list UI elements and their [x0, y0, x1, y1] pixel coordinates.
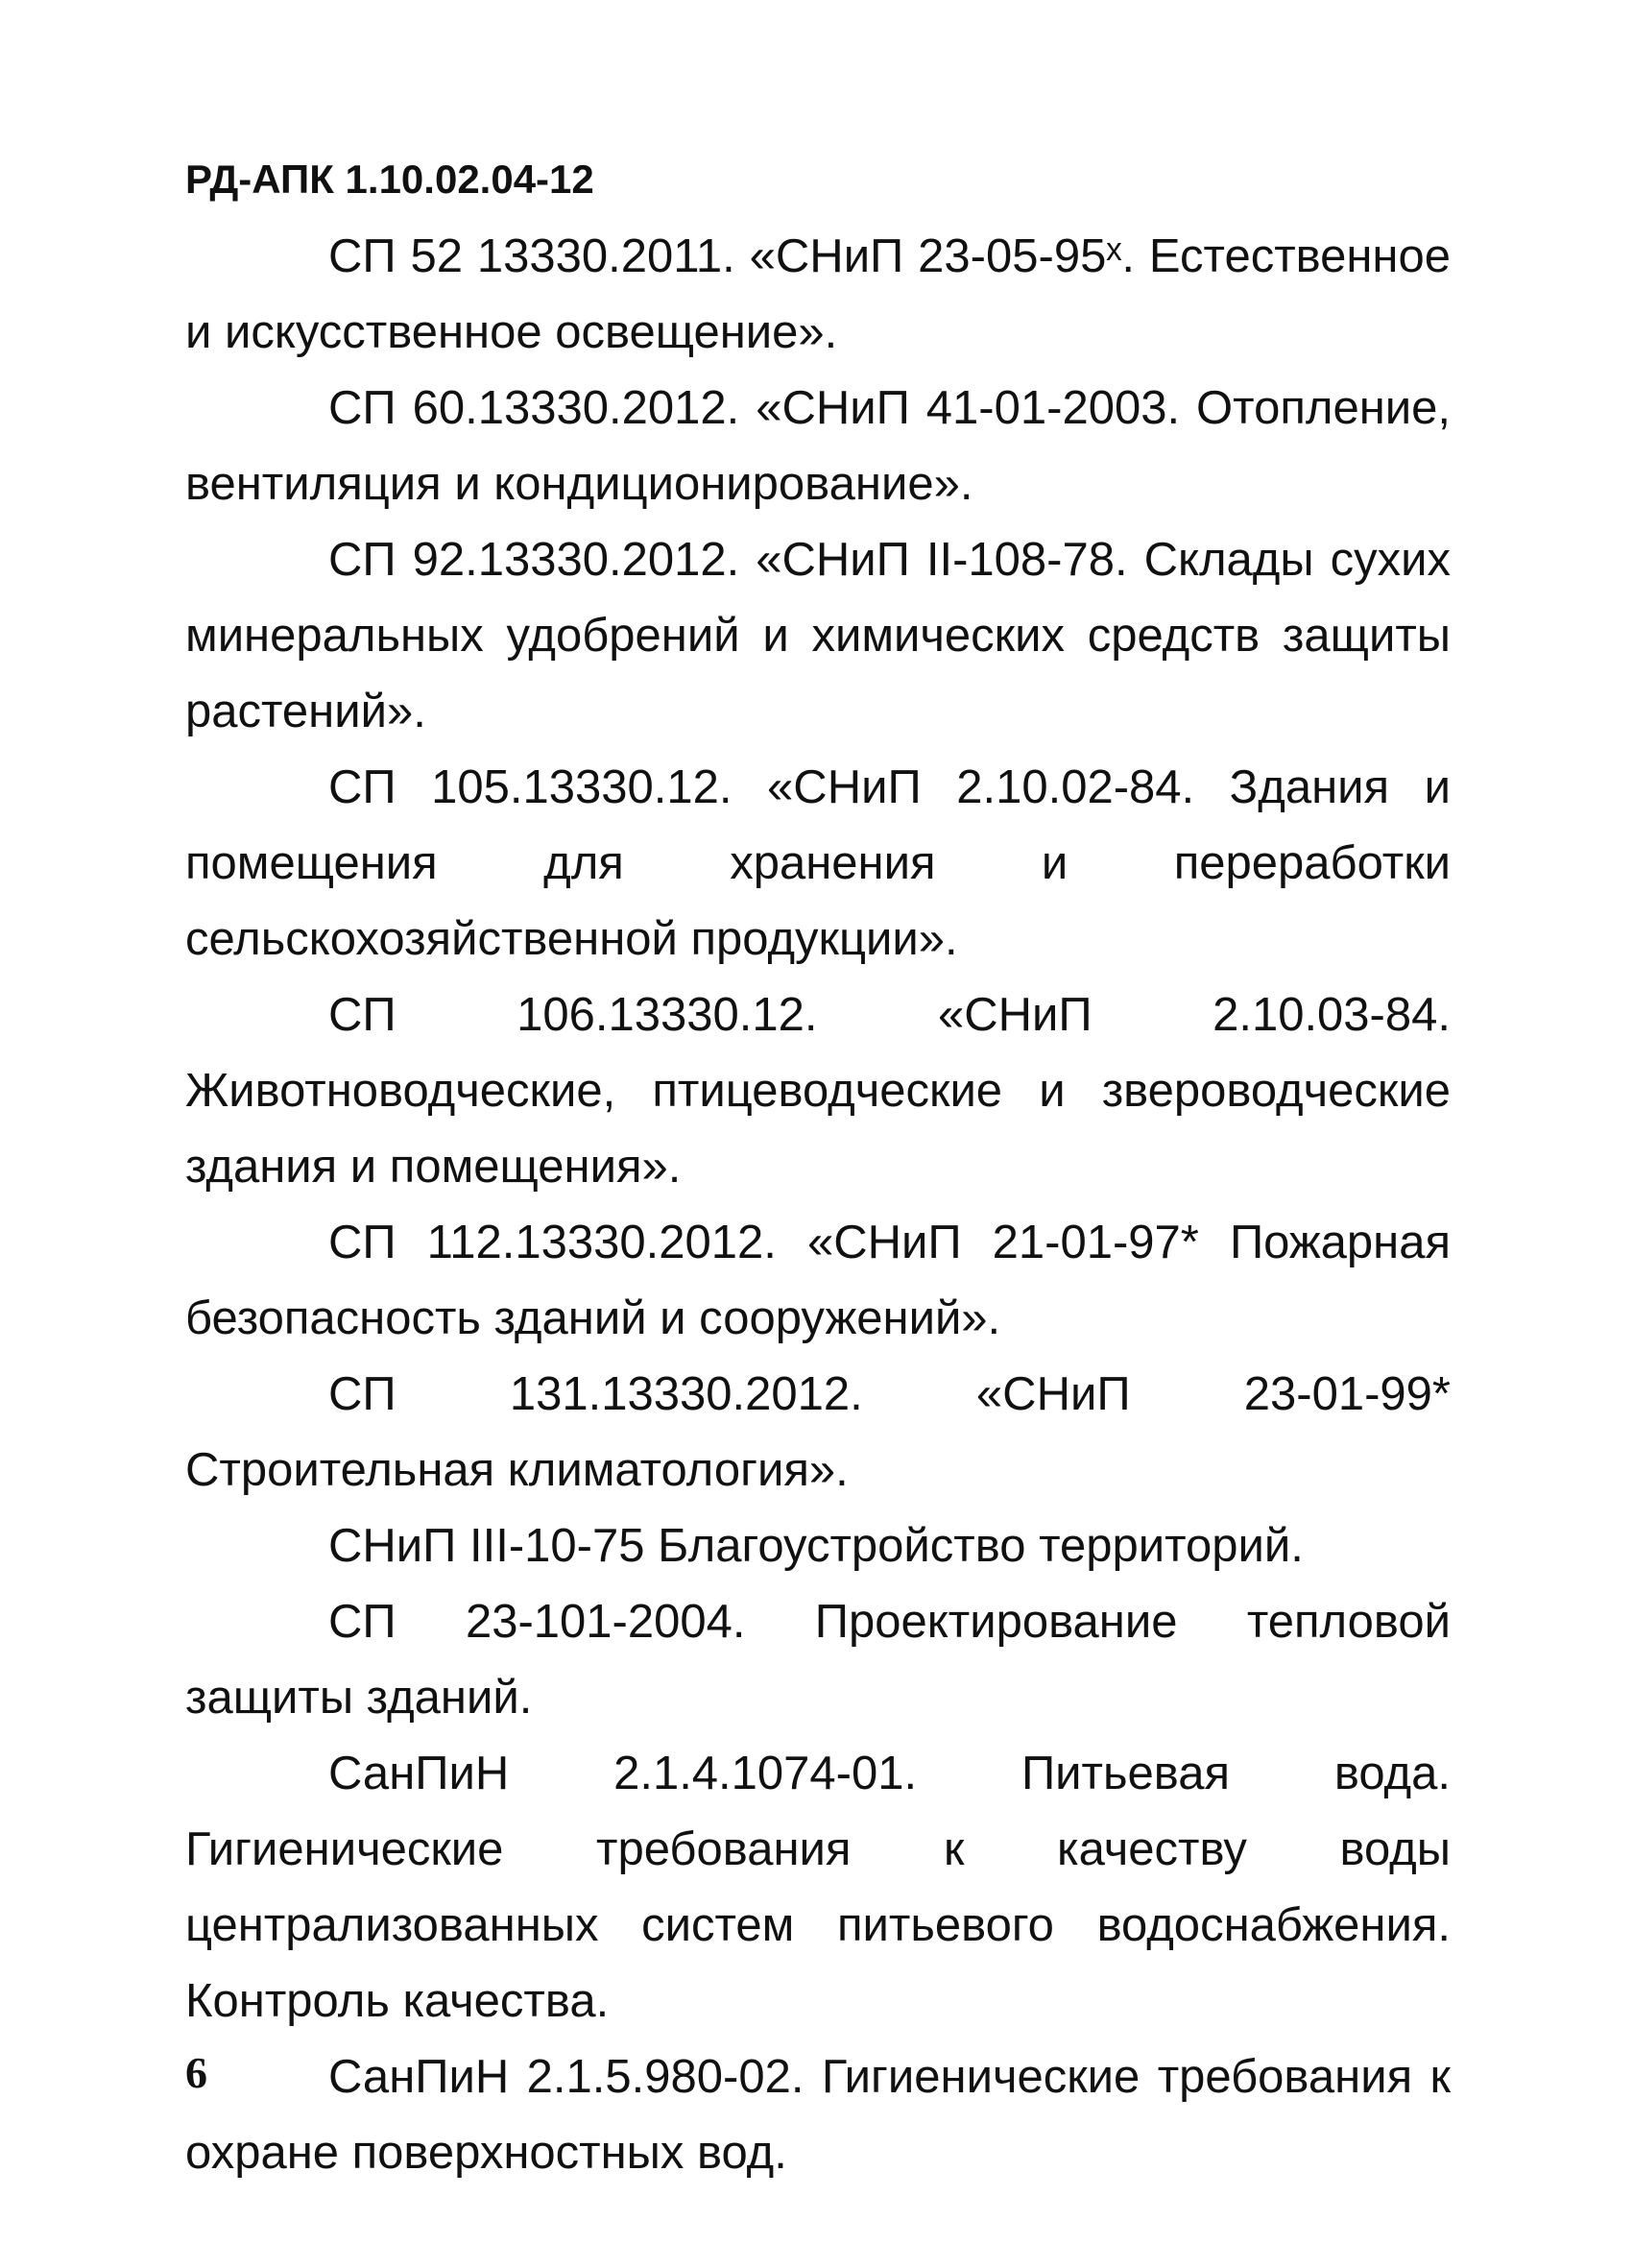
- reference-entry: СанПиН 2.1.5.980-02. Гигиенические требования к охране поверхностных вод.: [185, 2051, 1451, 2179]
- reference-entry: СП 131.13330.2012. «СНиП 23-01-99* Строительная климатология».: [185, 1368, 1451, 1496]
- reference-entry: СНиП III-10-75 Благоустройство территорий.: [328, 1520, 1304, 1572]
- reference-entry: СП 92.13330.2012. «СНиП II-108-78. Склады сухих минеральных удобрений и химических средств защиты растений».: [185, 534, 1451, 737]
- normative-references-list: [185, 219, 1451, 2191]
- reference-entry: СП 106.13330.12. «СНиП 2.10.03-84. Животноводческие, птицеводческие и звероводческие здания и помещения».: [185, 989, 1451, 1193]
- reference-entry: СП 112.13330.2012. «СНиП 21-01-97* Пожарная безопасность зданий и сооружений».: [185, 1217, 1451, 1344]
- reference-entry: СанПиН 2.1.4.1074-01. Питьевая вода. Гигиенические требования к качеству воды централизованных систем питьевого водоснабжения. Контроль качества.: [185, 1748, 1451, 2027]
- reference-entry: СП 60.13330.2012. «СНиП 41-01-2003. Отопление, вентиляция и кондиционирование».: [185, 382, 1451, 510]
- reference-entry: СП 52 13330.2011. «СНиП 23-05-95ˣ. Естественное и искусственное освещение».: [185, 230, 1451, 358]
- reference-entry: СП 23-101-2004. Проектирование тепловой защиты зданий.: [185, 1596, 1451, 1724]
- reference-entry: СП 105.13330.12. «СНиП 2.10.02-84. Здания и помещения для хранения и переработки сельскохозяйственной продукции».: [185, 761, 1451, 965]
- page-number: 6: [185, 2048, 207, 2097]
- document-code-header: РД-АПК 1.10.02.04-12: [185, 157, 594, 202]
